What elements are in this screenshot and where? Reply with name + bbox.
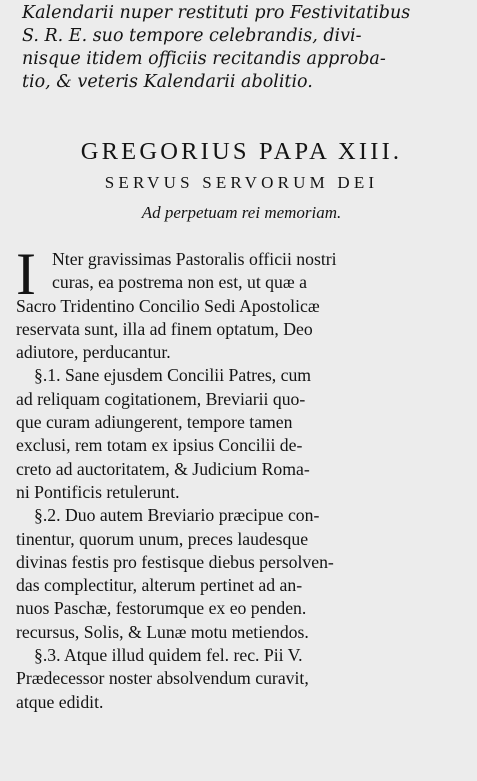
text-line: divinas festis pro festisque diebus persolven- [16, 551, 334, 572]
text-line: atque edidit. [16, 691, 104, 712]
pope-title: GREGORIUS PAPA XIII. [80, 138, 403, 165]
text-line: recursus, Solis, & Lunæ motu metiendos. [16, 621, 309, 642]
text-line: adiutore, perducantur. [16, 342, 171, 363]
text-line: creto ad auctoritatem, & Judicium Roma- [16, 458, 310, 479]
paragraph-1 [16, 364, 467, 504]
text-line: §.1. Sane ejusdem Concilii Patres, cum [34, 365, 312, 386]
text-line: Nter gravissimas Pastoralis officii nostri [52, 249, 337, 269]
text-line: que curam adiungerent, tempore tamen [16, 412, 293, 433]
text-line: curas, ea postrema non est, ut quæ a [52, 272, 307, 293]
perpetuam-line: Ad perpetuam rei memoriam. [141, 203, 342, 222]
intro-line: nisque itidem officiis recitandis approba- [22, 49, 386, 69]
intro-line: Kalendarii nuper restituti pro Festivitatibus [22, 3, 411, 23]
text-line: Sacro Tridentino Concilio Sedi Apostolicæ [16, 295, 320, 316]
text-line: ni Pontificis retulerunt. [16, 481, 180, 502]
text-line: reservata sunt, illa ad finem optatum, Deo [16, 318, 313, 339]
text-line: Prædecessor noster absolvendum curavit, [16, 668, 309, 689]
paragraph-2 [16, 504, 467, 644]
document-body [16, 241, 467, 714]
paragraph-3 [16, 644, 467, 714]
bull-heading [16, 138, 467, 224]
text-line: §.3. Atque illud quidem fel. rec. Pii V. [34, 645, 303, 666]
servus-title: SERVUS SERVORUM DEI [104, 173, 379, 192]
intro-line: tio, & veteris Kalendarii abolitio. [22, 72, 313, 92]
text-line: §.2. Duo autem Breviario præcipue con- [34, 505, 320, 526]
drop-cap: I [16, 241, 36, 307]
text-line: ad reliquam cogitationem, Breviarii quo- [16, 388, 306, 409]
text-line: tinentur, quorum unum, preces laudesque [16, 528, 309, 549]
intro-paragraph [16, 2, 467, 94]
opening-paragraph [16, 241, 467, 364]
intro-line: S. R. E. suo tempore celebrandis, divi- [22, 26, 362, 46]
text-line: nuos Paschæ, festorumque ex eo penden. [16, 598, 307, 619]
text-line: das complectitur, alterum pertinet ad an- [16, 575, 303, 596]
text-line: exclusi, rem totam ex ipsius Concilii de- [16, 435, 303, 456]
